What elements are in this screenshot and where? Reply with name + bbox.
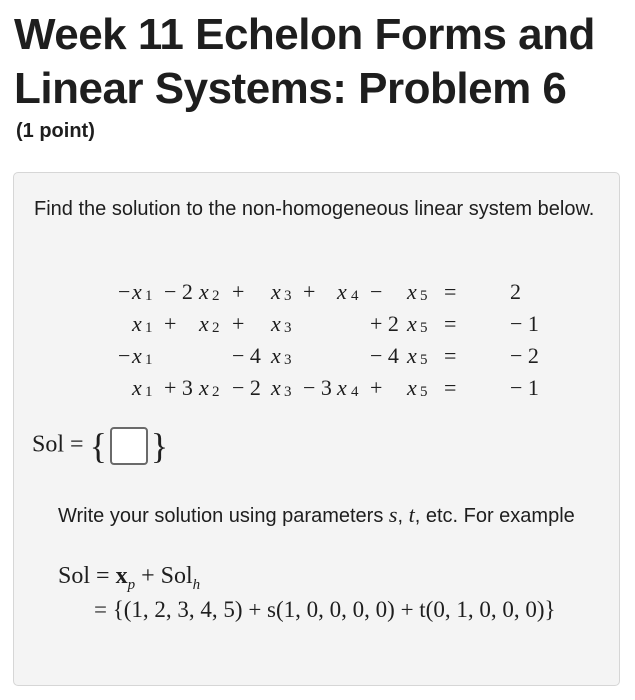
variable-index: 5 (420, 288, 428, 304)
variable: x (407, 375, 417, 400)
equation-term: − 1 (510, 311, 539, 336)
variable-index: 1 (145, 320, 153, 336)
instruction-text (34, 499, 604, 532)
equation-term: − 2 (510, 343, 539, 368)
variable-index: 4 (351, 384, 359, 400)
equation-term: − 4 (370, 343, 399, 368)
param-t: t (408, 502, 415, 527)
variable: x (337, 375, 347, 400)
equation-term: + (232, 311, 245, 336)
variable-index: 5 (420, 384, 428, 400)
variable-index: 2 (212, 384, 220, 400)
variable: x (132, 311, 142, 336)
equation-term: + 2 (370, 311, 399, 336)
open-brace: { (89, 426, 107, 466)
solution-label: Sol (32, 431, 65, 458)
variable: x (271, 375, 281, 400)
variable: x (132, 343, 142, 368)
variable: x (271, 279, 281, 304)
variable-index: 3 (284, 384, 292, 400)
variable: x (271, 311, 281, 336)
example-line-1 (58, 563, 200, 594)
equation-term: + 3 (164, 375, 193, 400)
variable: x (199, 311, 209, 336)
variable-index: 1 (145, 352, 153, 368)
variable: x (199, 279, 209, 304)
equation-term: + (303, 279, 316, 304)
equation-term: 2 (510, 279, 521, 304)
equation-term: = (444, 343, 457, 368)
variable: x (407, 311, 417, 336)
variable-index: 5 (420, 320, 428, 336)
variable-index: 2 (212, 288, 220, 304)
equation-term: − (118, 279, 131, 304)
equation-term: − 2 (164, 279, 193, 304)
variable: x (337, 279, 347, 304)
equation-term: − 4 (232, 343, 261, 368)
equation-term: − (118, 343, 131, 368)
variable-index: 1 (145, 384, 153, 400)
example-plus: + (141, 563, 155, 589)
variable: x (132, 279, 142, 304)
example-equals: = (96, 563, 110, 589)
variable: x (407, 343, 417, 368)
equation-term: = (444, 375, 457, 400)
equation-term: − 1 (510, 375, 539, 400)
equation-term: = (444, 279, 457, 304)
example-xp: x (115, 563, 128, 589)
instruction-comma: , (397, 505, 409, 527)
points-label: (1 point) (16, 120, 95, 142)
instruction-after: , etc. For example (414, 505, 575, 527)
variable-index: 3 (284, 352, 292, 368)
param-s: s (388, 502, 398, 527)
equation-term: − 2 (232, 375, 261, 400)
solution-answer-input[interactable] (110, 427, 148, 465)
solution-line (32, 425, 168, 467)
equation-term: − (370, 279, 383, 304)
close-brace: } (150, 426, 169, 466)
example-sol: Sol (58, 563, 91, 589)
variable-index: 1 (145, 288, 153, 304)
equation-term: = (444, 311, 457, 336)
variable: x (132, 375, 142, 400)
example-xp-sub: p (127, 576, 136, 593)
equation-term: + (370, 375, 383, 400)
variable: x (407, 279, 417, 304)
solution-equals: = (70, 431, 84, 458)
example-solh-sub: h (192, 576, 201, 593)
problem-card (13, 172, 620, 686)
variable-index: 3 (284, 288, 292, 304)
example-solh: Sol (160, 563, 193, 589)
variable: x (271, 343, 281, 368)
page-title: Week 11 Echelon Forms and Linear Systems: Problem 6 (14, 10, 595, 113)
instruction-before: Write your solution using parameters (58, 505, 389, 527)
variable-index: 4 (351, 288, 359, 304)
variable-index: 5 (420, 352, 428, 368)
variable-index: 3 (284, 320, 292, 336)
equation-term: − 3 (303, 375, 332, 400)
example-line-2: = {(1, 2, 3, 4, 5) + s(1, 0, 0, 0, 0) + t(0, 1, 0, 0, 0)} (94, 597, 556, 622)
variable-index: 2 (212, 320, 220, 336)
variable: x (199, 375, 209, 400)
equation-term: + (164, 311, 177, 336)
equation-term: + (232, 279, 245, 304)
problem-prompt: Find the solution to the non-homogeneous linear system below. (34, 198, 595, 220)
